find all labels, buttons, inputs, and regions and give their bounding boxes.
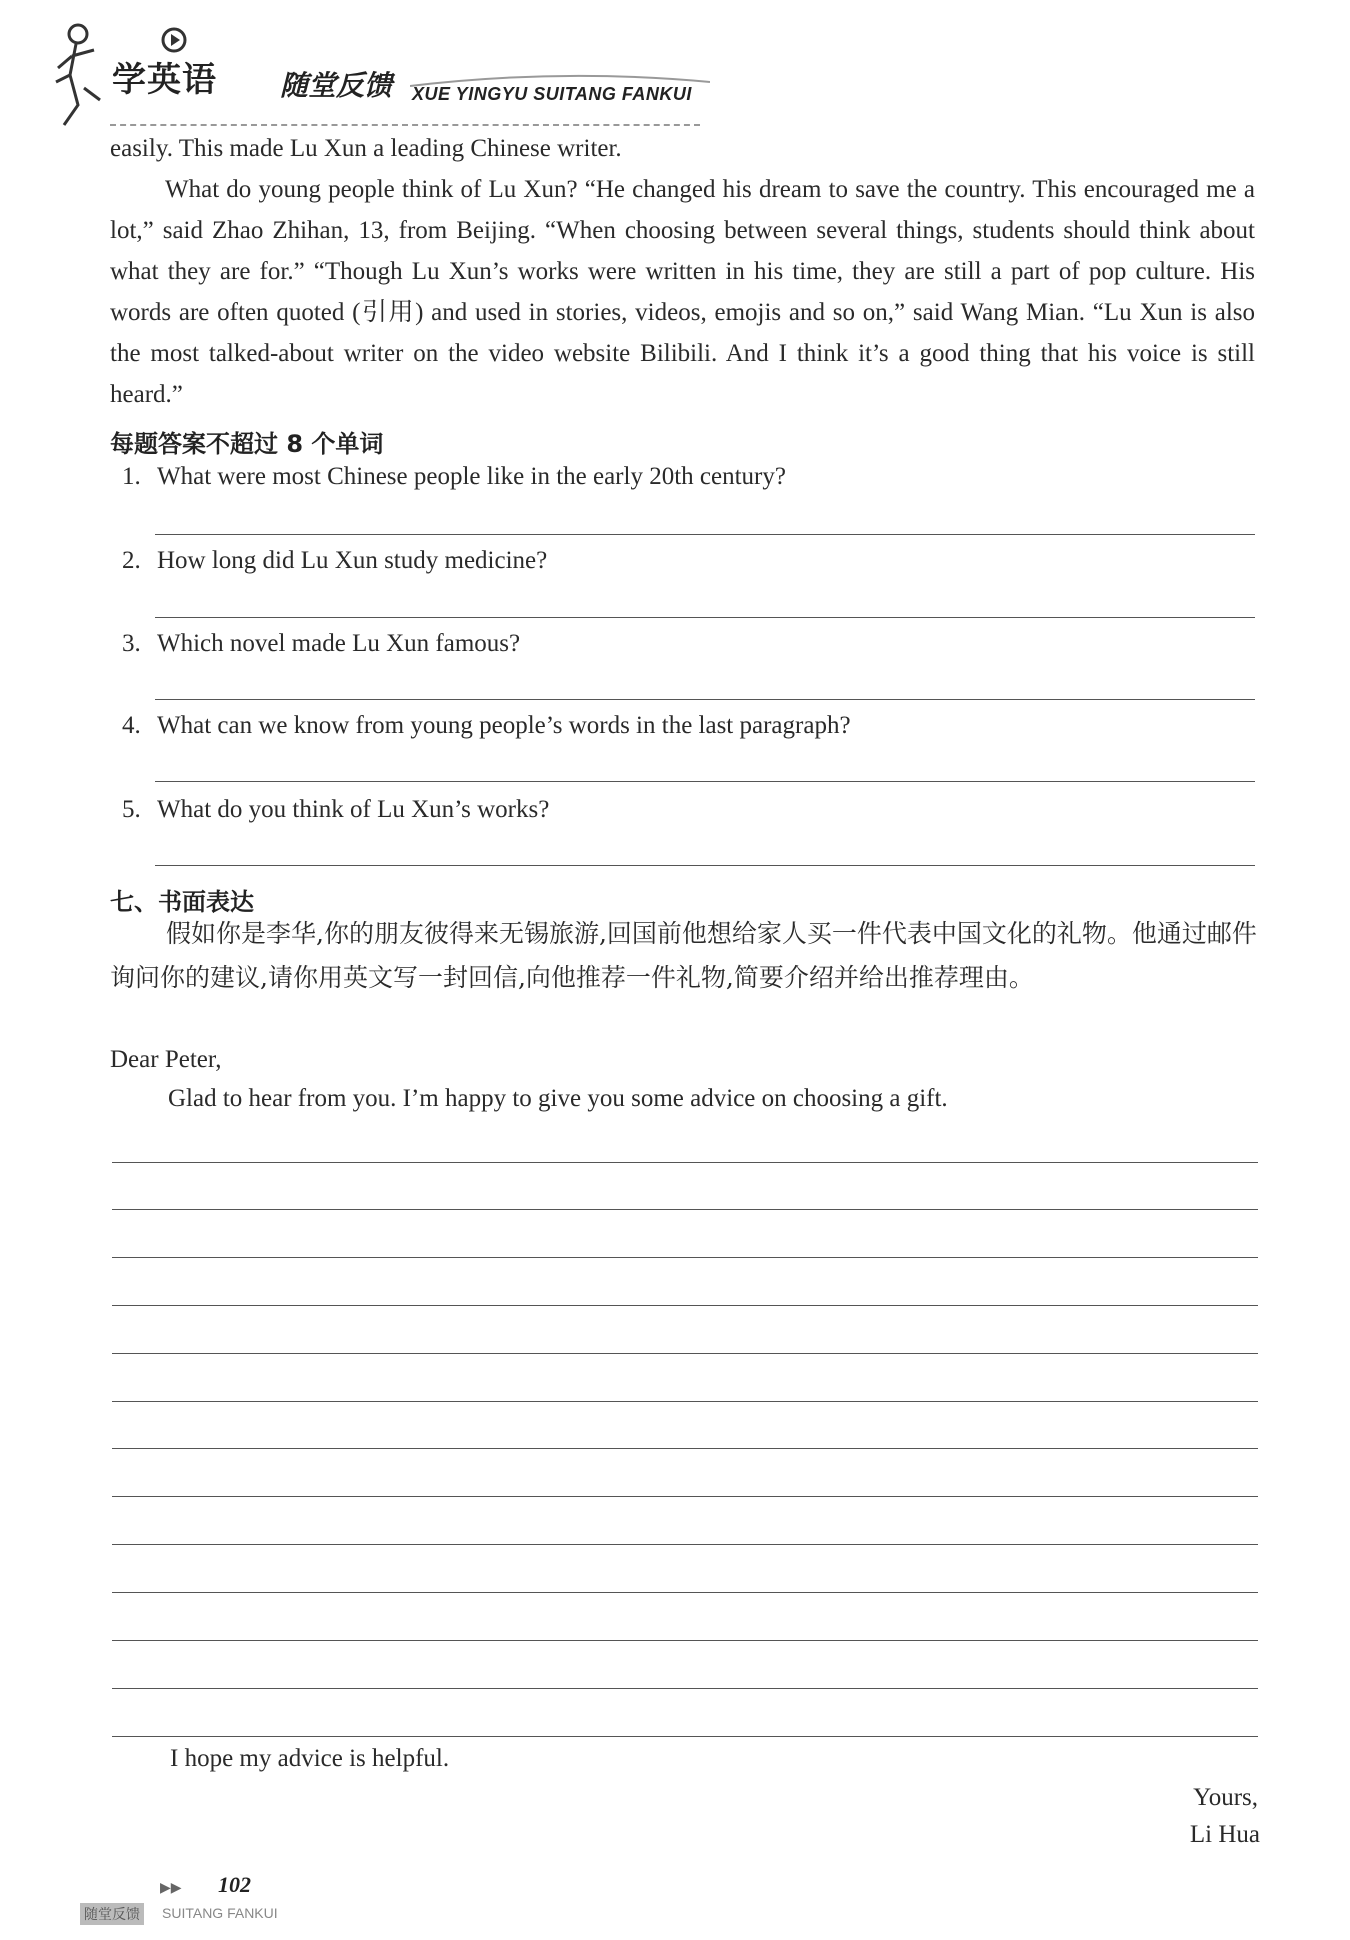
writing-line[interactable]: [112, 1448, 1258, 1449]
question-2: [122, 547, 547, 575]
question-5: [122, 796, 549, 824]
writing-line[interactable]: [112, 1592, 1258, 1593]
writing-line[interactable]: [112, 1257, 1258, 1258]
writing-line[interactable]: [112, 1736, 1258, 1737]
letter-opening: Glad to hear from you. I’m happy to give you some advice on choosing a gift.: [168, 1085, 948, 1112]
question-number: 3.: [122, 630, 141, 657]
passage-paragraph-2: What do young people think of Lu Xun? “He changed his dream to save the country. This encouraged me a lot,” said Zhao Zhihan, 13, from Beijing. “When choosing between several things, students should think about what they are for.” “Though Lu Xun’s works were written in his time, they are still a part of pop culture. His words are often quoted (引用) and used in stories, videos, emojis and so on,” said Wang Mian. “Lu Xun is also the most talked-about writer on the video website Bilibili. And I think it’s a good thing that his voice is still heard.”: [110, 176, 1255, 408]
passage-paragraph-1: easily. This made Lu Xun a leading Chinese writer.: [110, 135, 622, 162]
answer-line-3[interactable]: [155, 699, 1255, 700]
writing-line[interactable]: [112, 1209, 1258, 1210]
letter-closing: I hope my advice is helpful.: [170, 1745, 450, 1772]
question-number: 2.: [122, 547, 141, 574]
passage: [110, 128, 1255, 415]
writing-line[interactable]: [112, 1544, 1258, 1545]
answer-line-5[interactable]: [155, 865, 1255, 866]
answer-line-2[interactable]: [155, 617, 1255, 618]
question-number: 5.: [122, 796, 141, 823]
question-number: 4.: [122, 712, 141, 739]
page-number: 102: [218, 1872, 251, 1897]
logo-title-en: XUE YINGYU SUITANG FANKUI: [412, 84, 692, 104]
question-4: [122, 712, 851, 740]
footer-label-cn: 随堂反馈: [80, 1903, 144, 1925]
writing-line[interactable]: [112, 1496, 1258, 1497]
footer-label-en: SUITANG FANKUI: [162, 1905, 278, 1921]
letter-signature: Li Hua: [1189, 1821, 1260, 1848]
letter-greeting: Dear Peter,: [110, 1046, 222, 1073]
logo-subtitle-cn: 随堂反馈: [280, 69, 393, 102]
answer-line-4[interactable]: [155, 781, 1255, 782]
letter-signoff: Yours,: [1193, 1784, 1258, 1811]
arrow-icon: ▶▶: [160, 1880, 182, 1896]
writing-line[interactable]: [112, 1162, 1258, 1163]
question-text: How long did Lu Xun study medicine?: [157, 547, 548, 574]
page-header: [50, 20, 750, 130]
question-text: What can we know from young people’s words in the last paragraph?: [157, 712, 851, 739]
question-3: [122, 630, 520, 658]
writing-line[interactable]: [112, 1640, 1258, 1641]
swoosh-decoration: [410, 72, 710, 92]
question-text: Which novel made Lu Xun famous?: [157, 630, 521, 657]
logo-title-cn: 学英语: [112, 60, 217, 100]
play-icon: [160, 26, 188, 54]
writing-heading: 七、书面表达: [110, 888, 254, 916]
writing-line[interactable]: [112, 1401, 1258, 1402]
writing-line[interactable]: [112, 1353, 1258, 1354]
question-1: [122, 463, 786, 491]
page-footer: [80, 1870, 380, 1930]
writing-line[interactable]: [112, 1305, 1258, 1306]
questions-instruction: 每题答案不超过 8 个单词: [110, 430, 384, 458]
answer-line-1[interactable]: [155, 534, 1255, 535]
question-text: What do you think of Lu Xun’s works?: [157, 796, 550, 823]
header-divider: [110, 124, 700, 126]
question-number: 1.: [122, 463, 141, 490]
question-text: What were most Chinese people like in the early 20th century?: [157, 463, 786, 490]
writing-line[interactable]: [112, 1688, 1258, 1689]
writing-prompt: 假如你是李华,你的朋友彼得来无锡旅游,回国前他想给家人买一件代表中国文化的礼物。他通过邮件询问你的建议,请你用英文写一封回信,向他推荐一件礼物,简要介绍并给出推荐理由。: [110, 919, 1257, 992]
